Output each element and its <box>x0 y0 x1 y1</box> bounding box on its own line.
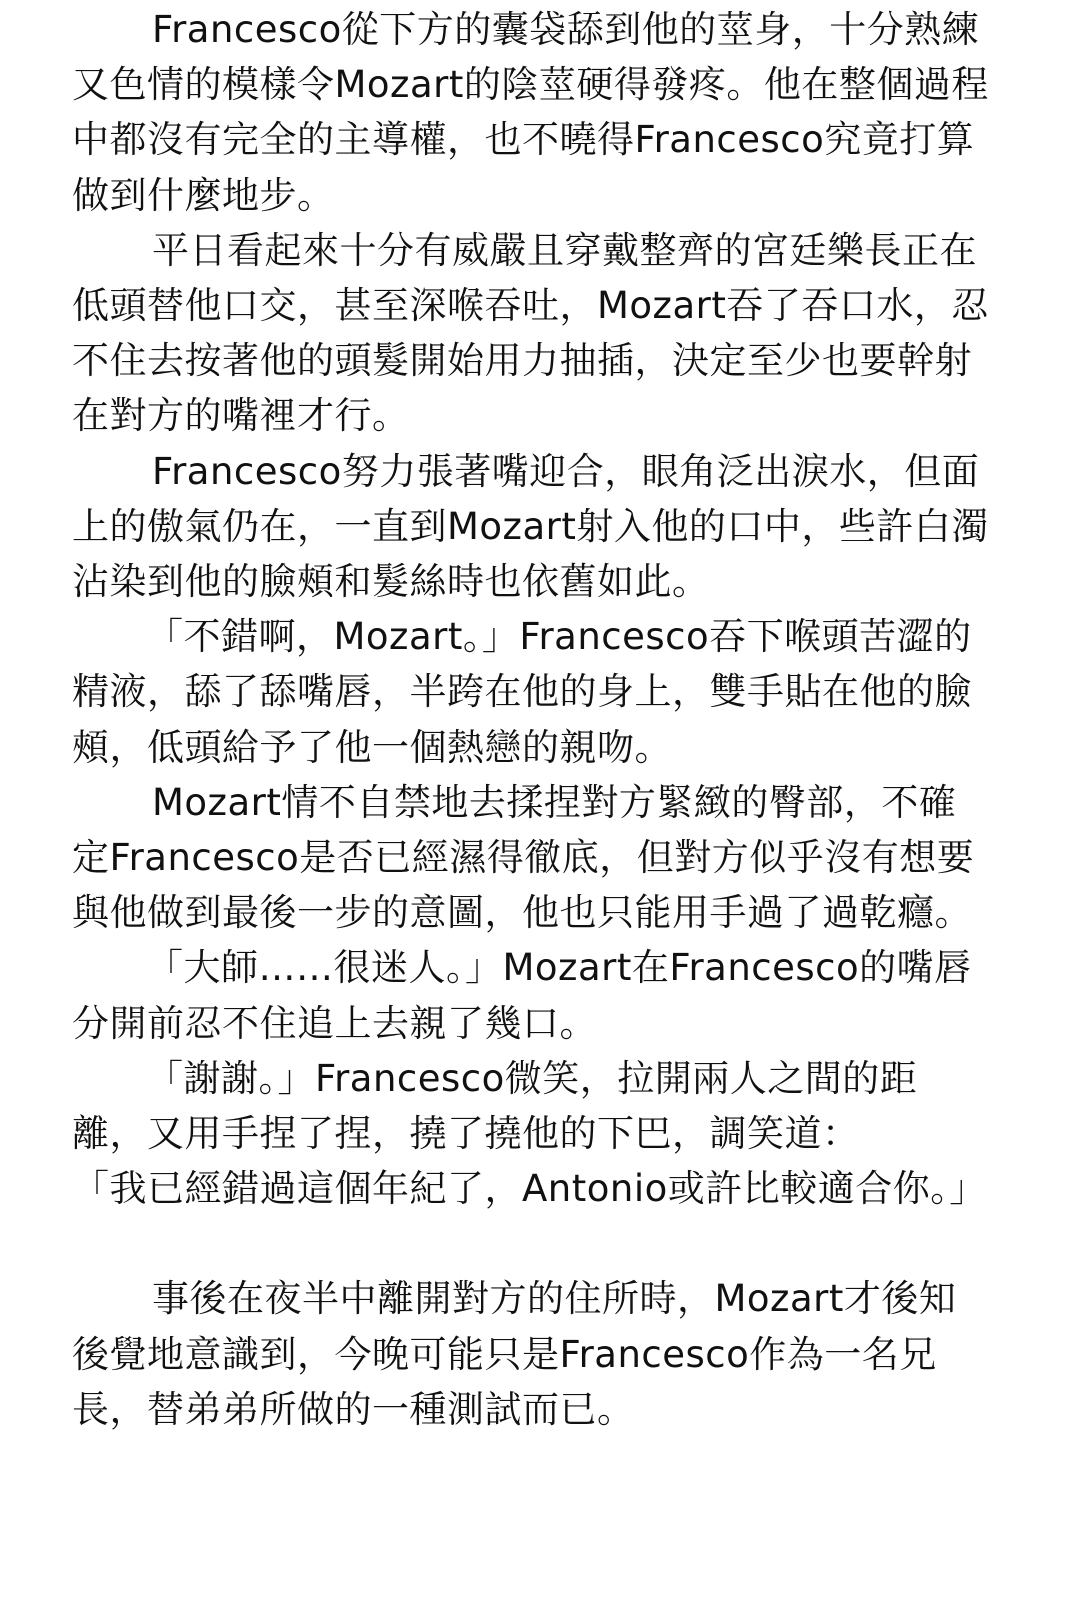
paragraph-8: 「我已經錯過這個年紀了，Antonio或許比較適合你。」 <box>72 1167 987 1211</box>
paragraph-6: 「大師……很迷人。」Mozart在Francesco的嘴唇分開前忍不住追上去親了幾口。 <box>72 946 972 1045</box>
paragraph-7: 「謝謝。」Francesco微笑，拉開兩人之間的距離，又用手捏了捏，撓了撓他的下巴，調笑道： <box>72 1056 918 1156</box>
reader-page <box>72 2 992 1437</box>
paragraph-2: 平日看起來十分有威嚴且穿戴整齊的宮廷樂長正在低頭替他口交，甚至深喉吞吐，Mozart吞了吞口水，忍不住去按著他的頭髮開始用力抽插，決定至少也要幹射在對方的嘴裡才行。 <box>72 228 989 438</box>
section-break <box>72 1216 992 1271</box>
paragraph-9: 事後在夜半中離開對方的住所時，Mozart才後知後覺地意識到，今晚可能只是Francesco作為一名兄長，替弟弟所做的一種測試而已。 <box>72 1277 957 1431</box>
paragraph-3: Francesco努力張著嘴迎合，眼角泛出淚水，但面上的傲氣仍在，一直到Mozart射入他的口中，些許白濁沾染到他的臉頰和髮絲時也依舊如此。 <box>72 449 989 604</box>
paragraph-5: Mozart情不自禁地去揉捏對方緊緻的臀部，不確定Francesco是否已經濕得徹底，但對方似乎沒有想要與他做到最後一步的意圖，他也只能用手過了過乾癮。 <box>72 780 975 935</box>
paragraph-4: 「不錯啊，Mozart。」Francesco吞下喉頭苦澀的精液，舔了舔嘴唇，半跨在他的身上，雙手貼在他的臉頰，低頭給予了他一個熱戀的親吻。 <box>72 615 972 769</box>
paragraph-1: Francesco從下方的囊袋舔到他的莖身，十分熟練又色情的模樣令Mozart的陰莖硬得發疼。他在整個過程中都沒有完全的主導權，也不曉得Francesco究竟打算做到什麼地步。 <box>72 8 989 217</box>
